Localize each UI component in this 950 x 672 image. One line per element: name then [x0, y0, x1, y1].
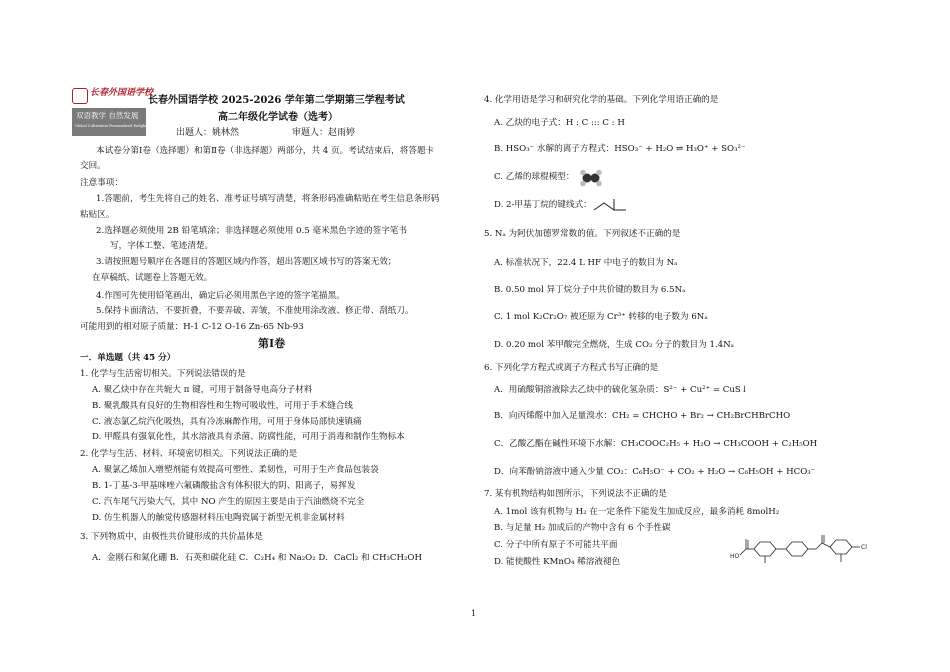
q4-option-b: B. HSO₃⁻ 水解的离子方程式：HSO₃⁻ + H₂O ⇌ H₃O⁺ + SO₃²⁻ [494, 144, 746, 154]
q4-option-a: A. 乙炔的电子式：H : C ::: C : H [494, 118, 625, 128]
q2-option-c: C. 汽车尾气污染大气，其中 NO 产生的原因主要是由于汽油燃烧不完全 [92, 497, 365, 507]
logo-motto: 双语教学 自然发展 [76, 111, 139, 120]
logo-block [72, 86, 161, 138]
q4-option-c: C. 乙烯的球棍模型： [494, 172, 575, 182]
notice-3a: 3.请按照题号顺序在各题目的答题区域内作答，超出答题区域书写的答案无效； [96, 257, 397, 267]
q6-option-a: A．用硫酸铜溶液除去乙炔中的硫化氢杂质：S²⁻ + Cu²⁺ = CuS↓ [494, 385, 748, 395]
q6-option-b: B．向丙烯醛中加入足量溴水：CH₂ = CHCHO + Br₂ → CH₂BrCHBrCHO [494, 411, 791, 421]
exam-subtitle: 高二年级化学试卷（选考） [218, 112, 338, 123]
page-number: 1 [471, 609, 477, 618]
q1-option-b: B. 聚乳酸具有良好的生物相容性和生物可吸收性，可用于手术缝合线 [92, 401, 353, 411]
notice-3b: 在草稿纸、试题卷上答题无效。 [92, 273, 213, 283]
q7-stem: 7. 某有机物结构如图所示，下列说法不正确的是 [484, 489, 667, 499]
q4-stem: 4. 化学用语是学习和研究化学的基础。下列化学用语正确的是 [484, 95, 719, 105]
notice-1b: 粘贴区。 [80, 210, 115, 220]
intro-line-2: 交回。 [80, 161, 106, 171]
logo-emblem-icon [72, 88, 88, 104]
author: 出题人：姚林然 [176, 128, 240, 138]
q5-option-d: D. 0.20 mol 苯甲酸完全燃烧，生成 CO₂ 分子的数目为 1.4Nₐ [494, 340, 734, 350]
ester-molecule-structure-icon [728, 527, 876, 567]
section-one-title: 一．单选题（共 45 分） [80, 353, 176, 363]
ho-label: HO [730, 553, 740, 560]
logo-text: 长春外国语学校 [90, 88, 154, 98]
q7-option-b: B. 与足量 H₂ 加成后的产物中含有 6 个手性碳 [494, 523, 671, 533]
q5-option-c: C. 1 mol K₂Cr₂O₇ 被还原为 Cr³⁺ 转移的电子数为 6Nₐ [494, 312, 708, 322]
q4-option-d: D. 2-甲基丁烷的键线式： [494, 200, 592, 210]
atomic-masses: 可能用到的相对原子质量：H-1 C-12 O-16 Zn-65 Nb-93 [80, 322, 304, 332]
q6-stem: 6. 下列化学方程式或离子方程式书写正确的是 [484, 363, 659, 373]
q7-option-d: D. 能使酸性 KMnO₄ 稀溶液褪色 [494, 557, 621, 567]
q3-options: A．金刚石和氮化硼 B．石英和碳化硅 C．C₂H₄ 和 Na₂O₂ D．CaCl₂ 和 CH₃CH₂OH [92, 553, 422, 563]
intro-line-1: 本试卷分第Ⅰ卷（选择题）和第Ⅱ卷（非选择题）两部分，共 4 页。考试结束后，将答题卡 [96, 146, 435, 156]
q5-option-a: A. 标准状况下，22.4 L HF 中电子的数目为 Nₐ [494, 258, 678, 268]
q2-option-a: A. 聚氯乙烯加入增塑剂能有效提高可塑性、柔韧性，可用于生产食品包装袋 [92, 465, 379, 475]
q3-stem: 3. 下列物质中，由极性共价键形成的共价晶体是 [80, 532, 263, 542]
notice-heading: 注意事项： [80, 178, 123, 188]
q5-stem: 5. Nₐ 为阿伏加德罗常数的值。下列叙述不正确的是 [484, 229, 681, 239]
q2-stem: 2. 化学与生活、材料、环境密切相关。下列说法正确的是 [80, 449, 298, 459]
exam-title: 长春外国语学校 2025-2026 学年第二学期第三学程考试 [148, 95, 405, 106]
notice-2a: 2.选择题必须使用 2B 铅笔填涂；非选择题必须使用 0.5 毫米黑色字迹的签字笔书 [96, 226, 407, 236]
q2-option-b: B. 1-丁基-3-甲基咪唑六氟磷酸盐含有体积很大的阴、阳离子，易挥发 [92, 481, 356, 491]
q6-option-d: D．向苯酚钠溶液中通入少量 CO₂：C₆H₅O⁻ + CO₂ + H₂O → C₆H₅OH + HCO₃⁻ [494, 467, 816, 477]
notice-1a: 1.答题前，考生先将自己的姓名、准考证号填写清楚，将条形码准确粘贴在考生信息条形码 [96, 194, 440, 204]
q7-option-c: C. 分子中所有原子不可能共平面 [494, 540, 618, 550]
notice-2b: 写，字体工整、笔迹清楚。 [110, 241, 214, 251]
logo-motto-en: Global Cultivation Personalized Enlightenment [75, 124, 161, 128]
q1-option-c: C. 液态氯乙烷汽化吸热，具有冷冻麻醉作用，可用于身体局部快速镇痛 [92, 417, 362, 427]
part-one-title: 第Ⅰ卷 [258, 337, 286, 350]
notice-4: 4.作图可先使用铅笔画出，确定后必须用黑色字迹的签字笔描黑。 [96, 291, 345, 301]
cl-label: Cl [861, 544, 867, 551]
reviewer: 审题人：赵雨婷 [292, 128, 356, 138]
q2-option-d: D. 仿生机器人的触觉传感器材料压电陶瓷属于新型无机非金属材料 [92, 513, 345, 523]
ethylene-ball-stick-icon [580, 169, 602, 187]
q5-option-b: B. 0.50 mol 异丁烷分子中共价键的数目为 6.5Nₐ [494, 285, 686, 295]
q1-option-a: A. 聚乙炔中存在共轭大 π 键，可用于制备导电高分子材料 [92, 385, 313, 395]
q1-option-d: D. 甲醛具有强氧化性，其水溶液具有杀菌、防腐性能，可用于消毒和制作生物标本 [92, 432, 405, 442]
notice-5: 5.保持卡面清洁，不要折叠，不要弄破、弄皱，不准使用涂改液、修正带、刮纸刀。 [96, 306, 414, 316]
q1-stem: 1. 化学与生活密切相关。下列说法错误的是 [80, 369, 246, 379]
q7-option-a: A. 1mol 该有机物与 H₂ 在一定条件下能发生加成反应，最多消耗 8molH₂ [494, 507, 780, 517]
methylbutane-skeletal-icon [592, 198, 630, 212]
q6-option-c: C．乙酸乙酯在碱性环境下水解：CH₃COOC₂H₅ + H₂O → CH₃COOH + C₂H₅OH [494, 439, 818, 449]
